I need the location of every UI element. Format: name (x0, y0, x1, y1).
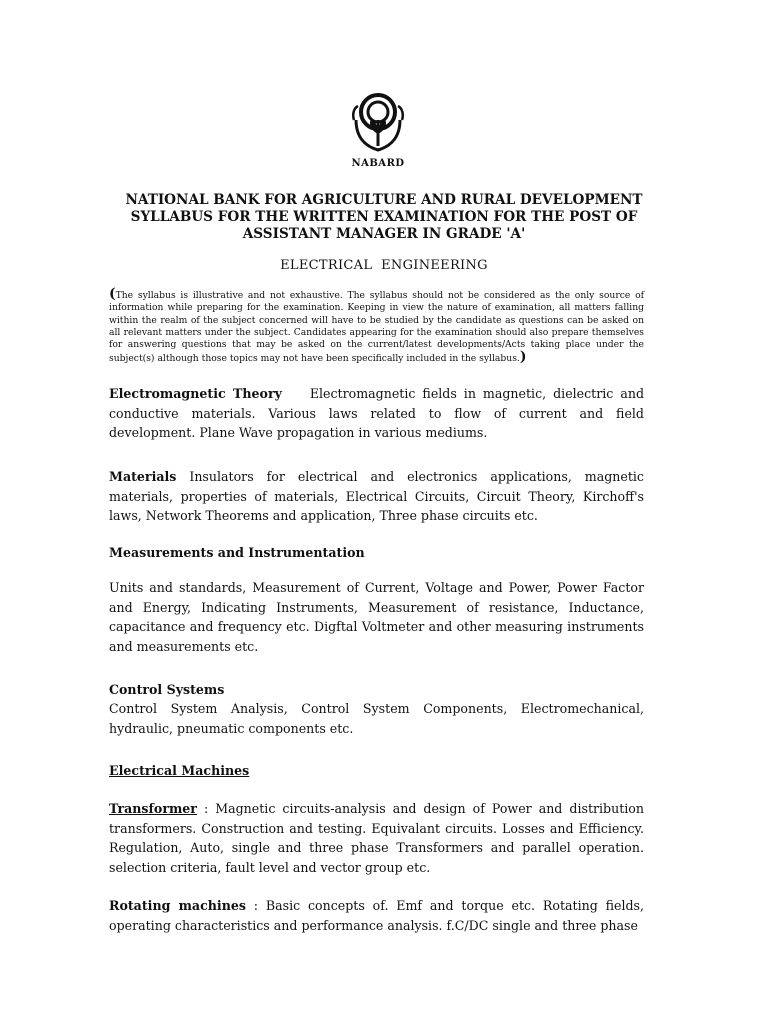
section-body: Magnetic circuits-analysis and design of Power and distribution transformers. Construction and testing. Equivalant circuits. Losses and Efficiency. Regulation, Auto, single and three phase Transformers and parallel operation. selection criteria, fault level and vector group etc. (109, 801, 645, 875)
section-body: Insulators for electrical and electronics applications, magnetic materials, properties of materials, Electrical Circuits, Circuit Theory, Kirchoff's laws, Network Theorems and application, Three phase circuits etc. (109, 469, 644, 524)
logo-text: NABARD (351, 158, 405, 169)
section-heading: Rotating machines (109, 898, 246, 913)
note-close-paren: ) (519, 349, 527, 366)
nabard-emblem-icon (350, 90, 406, 156)
section-heading: Electromagnetic Theory (109, 386, 282, 401)
section-heading-control-systems: Control Systems (109, 682, 225, 697)
section-body: Electromagnetic fields in magnetic, dielectric and conductive materials. Various laws related to flow of current and field development. Plane Wave propagation in various mediums. (109, 386, 645, 441)
section-heading-electrical-machines: Electrical Machines (109, 763, 250, 778)
title-line-1: NATIONAL BANK FOR AGRICULTURE AND RURAL DEVELOPMENT (125, 192, 643, 208)
title-line-3: ASSISTANT MANAGER IN GRADE 'A' (242, 226, 526, 242)
section-heading-measurements: Measurements and Instrumentation (109, 545, 365, 560)
section-body: Basic concepts of. Emf and torque etc. Rotating fields, operating characteristics and performance analysis. f.C/DC single and three phase (109, 898, 645, 933)
section-heading: Transformer (109, 801, 197, 816)
section-body-control-systems: Control System Analysis, Control System Components, Electromechanical, hydraulic, pneumatic components etc. (109, 701, 644, 736)
section-transformer (109, 799, 644, 877)
section-body-measurements: Units and standards, Measurement of Current, Voltage and Power, Power Factor and Energy, Indicating Instruments, Measurement of resistance, Inductance, capacitance and frequency etc. Digftal Voltmeter and other measuring instruments and measurements etc. (109, 580, 644, 654)
note-open-paren: ( (109, 286, 116, 302)
section-rotating-machines (109, 896, 644, 935)
nabard-logo (342, 90, 414, 169)
section-separator: : (245, 898, 266, 913)
section-heading: Materials (109, 469, 177, 484)
subject-heading: ELECTRICAL ENGINEERING (280, 258, 488, 273)
section-materials (109, 467, 644, 526)
note-text: The syllabus is illustrative and not exhaustive. The syllabus should not be considered as the only source of information while preparing for the examination. Keeping in view the nature of examination, all matters falling within the realm of the subject concerned will have to be studied by the candidate as questions can be asked on all relevant matters under the subject. Candidates appearing for the examination should also prepare themselves for answering questions that may be asked on the current/latest developments/Acts taking place under the subject(s) although those topics may not have been specifically included in the syllabus. (109, 290, 644, 365)
syllabus-note (109, 288, 644, 366)
section-electromagnetic-theory (109, 384, 644, 443)
title-line-2: SYLLABUS FOR THE WRITTEN EXAMINATION FOR THE POST OF (130, 209, 638, 225)
page-title (60, 192, 708, 243)
section-separator: : (196, 801, 216, 816)
